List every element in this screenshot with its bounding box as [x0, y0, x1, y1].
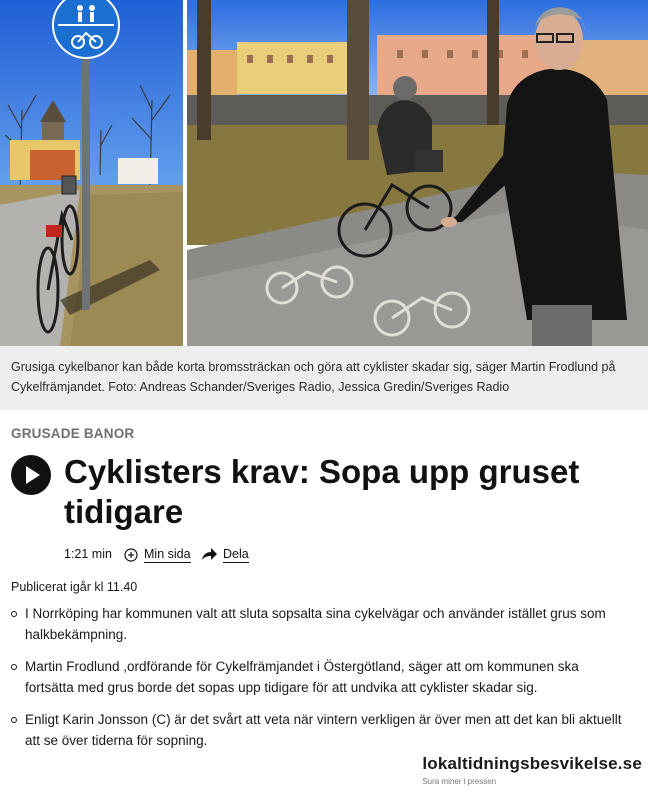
bullet-icon [11, 664, 17, 670]
bullet-icon [11, 717, 17, 723]
list-item-text: I Norrköping har kommunen valt att sluta sopsalta sina cykelvägar och använder istället grus som halkbekämpning. [25, 606, 606, 642]
site-watermark [422, 754, 642, 786]
my-page-label: Min sida [144, 547, 191, 561]
published-time: Publicerat igår kl 11.40 [11, 580, 138, 594]
play-icon [11, 455, 51, 495]
bullet-icon [11, 611, 17, 617]
photo-bike-lane-image [187, 0, 648, 346]
audio-duration: 1:21 min [64, 547, 112, 561]
photo-cycle-sign [0, 0, 183, 346]
article-headline: Cyklisters krav: Sopa upp gruset tidigare [64, 453, 580, 530]
photo-bike-lane [187, 0, 648, 346]
list-item-text: Enligt Karin Jonsson (C) är det svårt att veta när vintern verkligen är över men att det kan bli aktuellt att se över tiderna för sopning. [25, 712, 622, 748]
share-arrow-icon [202, 548, 217, 561]
article-kicker: GRUSADE BANOR [11, 426, 135, 441]
list-item [11, 656, 631, 698]
watermark-subtitle: Sura miner i pressen [422, 777, 497, 786]
list-item [11, 603, 631, 645]
watermark-title: lokaltidningsbesvikelse.se [422, 754, 642, 773]
list-item [11, 709, 631, 751]
list-item-text: Martin Frodlund ,ordförande för Cykelfrämjandet i Östergötland, säger att om kommunen ska fortsätta med grus borde det sopas upp tidigare för att undvika att cyklister skadar sig. [25, 659, 579, 695]
photo-cycle-sign-image [0, 0, 183, 346]
plus-circle-icon [124, 548, 138, 562]
share-label: Dela [223, 547, 249, 561]
photo-caption: Grusiga cykelbanor kan både korta bromssträckan och göra att cyklister skadar sig, säger Martin Frodlund på Cykelfrämjandet. Foto: Andreas Schander/Sveriges Radio, Jessica Gredin/Sveriges Radio [0, 346, 648, 410]
play-button[interactable] [11, 455, 51, 495]
article-summary-list [11, 603, 631, 762]
article-photos [0, 0, 648, 346]
